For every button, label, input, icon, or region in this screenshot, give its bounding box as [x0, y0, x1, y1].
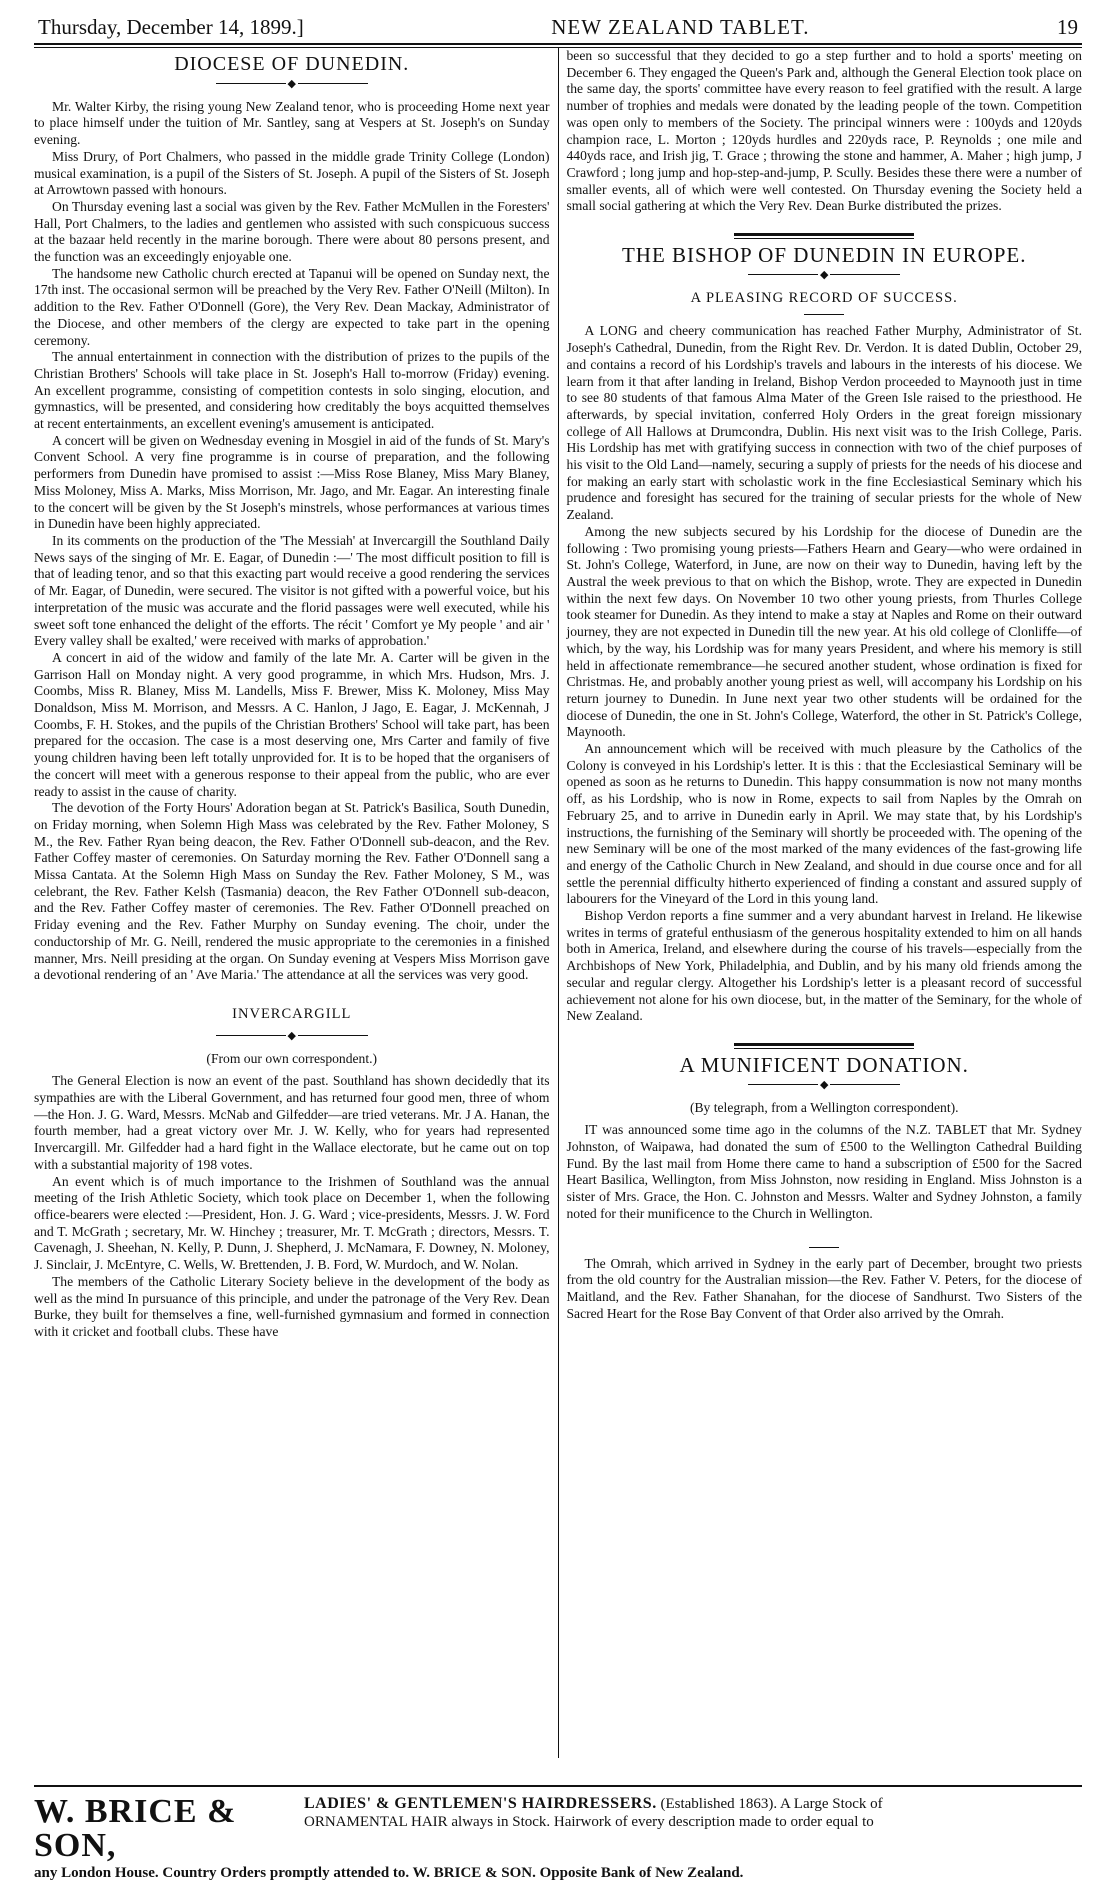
diocese-paragraph: On Thursday evening last a social was given by the Rev. Father McMullen in the Foresters' Hall, Port Chalmers, to the ladies and gentlemen who assisted with such conspicuous success at the bazaar held recently in the marine borough. There were about 80 persons present, and the function was an exceedingly enjoyable one. [34, 198, 550, 265]
issue-date: Thursday, December 14, 1899.] [38, 15, 304, 39]
diocese-paragraph: In its comments on the production of the 'The Messiah' at Invercargill the Southland Daily News says of the singing of Mr. E. Eagar, of Dunedin :—' The most difficult position to fill is that of leading tenor, and so that this exacting part would receive a good rendering the services of Mr. Eagar, of Dunedin, were secured. The visitor is not gifted with a powerful voice, but his interpretation of the music was accurate and the florid passages were well executed, while his sweet soft tone enhanced the delight of the efforts. The récit ' Comfort ye My people ' and air ' Every valley shall be exalted,' were received with marks of approbation.' [34, 532, 550, 649]
columns [34, 48, 1082, 1758]
ornament-divider: ◆ [566, 270, 1082, 280]
right-column [558, 48, 1082, 1758]
bishop-subheading: A PLEASING RECORD OF SUCCESS. [690, 289, 958, 306]
bishop-paragraph: Bishop Verdon reports a fine summer and a very abundant harvest in Ireland. He likewise writes in terms of grateful enthusiasm of the generous hospitality extended to him on all hands both in America, Ireland, and elsewhere during the course of his travels—especially from the Archbishops of New York, Philadelphia, and Dublin, and by his many old friends among the secular and regular clergy. Altogether his Lordship's letter is a pleasant record of successful achievement not alone for his own diocese, but, in the matter of the Seminary, for the whole of New Zealand. [566, 908, 1082, 1024]
masthead [34, 10, 1082, 40]
advert-line-3: any London House. Country Orders promptly attended to. W. BRICE & SON. Opposite Bank of New Zealand. [34, 1865, 744, 1881]
section-bar [734, 1043, 914, 1049]
invercargill-paragraph: The General Election is now an event of the past. Southland has shown decidedly that its sympathies are with the Liberal Government, and has returned four good men, three of whom—the Hon. J. G. Ward, Messrs. McNab and Gilfedder—are tried veterans. Mr. J A. Hanan, the fourth member, had a great victory over Mr. J. W. Kelly, who for years had represented Invercargill. Mr. Gilfedder had a hard fight in the Wallace electorate, but he came out on top with a substantial majority of 198 votes. [34, 1073, 550, 1172]
section-bar [734, 233, 914, 239]
donation-heading: A MUNIFICENT DONATION. [679, 1052, 969, 1077]
diocese-paragraph: The handsome new Catholic church erected at Tapanui will be opened on Sunday next, the 17th inst. The occasional sermon will be preached by the Very Rev. Father O'Neill (Milton). In addition to the Rev. Father O'Donnell (Gore), the Very Rev. Dean Mackay, Administrator of the Diocese, and other members of the clergy are expected to take part in the opening ceremony. [34, 265, 550, 348]
advertisement [34, 1785, 1082, 1882]
bishop-heading: THE BISHOP OF DUNEDIN IN EUROPE. [621, 243, 1027, 268]
left-column [34, 48, 558, 1758]
diocese-paragraph: Miss Drury, of Port Chalmers, who passed in the middle grade Trinity College (London) musical examination, is a pupil of the Sisters of St. Joseph. A pupil of the Sisters of St. Joseph at Arrowtown passed with honours. [34, 148, 550, 198]
invercargill-paragraph: An event which is of much importance to the Irishmen of Southland was the annual meeting of the Irish Athletic Society, which took place on December 1, when the following office-bearers were elected :—President, Hon. J. G. Ward ; vice-presidents, Messrs. J. W. Ford and T. McGrath ; secretary, Mr. W. Hinchey ; treasurer, Mr. T. McGrath ; directors, Messrs. T. Cavenagh, J. Sheehan, N. Kelly, P. Dunn, J. Shepherd, J. McNamara, F. Downey, N. Moloney, J. Sinclair, J. McEntyre, C. Wells, W. Brettenden, J. B. Ford, W. Murdoch, and W. Nolan. [34, 1173, 550, 1273]
invercargill-heading: INVERCARGILL [232, 1005, 352, 1022]
diocese-paragraph: The devotion of the Forty Hours' Adoration began at St. Patrick's Basilica, South Dunedin, on Friday morning, when Solemn High Mass was celebrated by the Rev. Father Moloney, S M., the Rev. Father Ryan being deacon, the Rev. Father O'Donnell sub-deacon, and the Rev. Father Coffey master of ceremonies. On Saturday morning the Rev. Father O'Donnell sang a Missa Cantata. At the Solemn High Mass on Sunday the Rev. Father Moloney, S M., was celebrant, the Rev. Father Kelsh (Tasmania) deacon, the Rev Father O'Donnell sub-deacon, and the Rev. Father Coffey master of ceremonies. The Rev. Father O'Donnell preached on Friday evening and the Rev. Father Murphy on Sunday evening. The choir, under the conductorship of Mr. G. Neill, rendered the music appropriate to the ceremonies in a finished manner, Mrs. Neill presiding at the organ. On Sunday evening at Vespers Miss Morrison gave a devotional rendering of an ' Ave Maria.' The attendance at all the services was very good. [34, 800, 550, 983]
short-rule [804, 314, 844, 315]
bishop-paragraph: Among the new subjects secured by his Lordship for the diocese of Dunedin are the following : Two promising young priests—Fathers Hearn and Geary—who were ordained in St. John's College, Waterford, in June, are now on their way to Dunedin, having left by the Austral the week previous to that on which the Bishop, wrote. They are expected in Dunedin within the next few days. On November 10 two other young priests, from Thurles College took steamer for Dunedin. As they intend to make a stay at Naples and Rome on their outward journey, they are not expected in Dunedin till the new year. At his old college of Clonliffe—of which, by the way, his Lordship was for many years President, and where his memory is still held in affectionate remembrance—he secured another student, whose ordination is fixed for Christmas. He, and probably another young priest as well, will accompany his Lordship on his return journey to Dunedin. In June next year two other students will be ordained for the diocese of Dunedin, the one in St. John's College, Waterford, the other in St. Patrick's College, Maynooth. [566, 523, 1082, 740]
ornament-divider: ◆ [566, 1080, 1082, 1090]
omrah-paragraph: The Omrah, which arrived in Sydney in the early part of December, brought two priests from the old country for the Australian mission—the Rev. Father V. Peters, for the diocese of Maitland, and the Rev. Father Shanahan, for the diocese of Sandhurst. Two Sisters of the Sacred Heart for the Rose Bay Convent of that Order also arrived by the Omrah. [566, 1255, 1082, 1321]
donation-paragraph: IT was announced some time ago in the columns of the N.Z. TABLET that Mr. Sydney Johnston, of Waipawa, had donated the sum of £500 to the Wellington Cathedral Building Fund. By the last mail from Home there came to hand a subscription of £500 for the Sacred Heart Basilica, Wellington, from Miss Johnston, now residing in England. Miss Johnston is a sister of Mrs. Grace, the Hon. C. Johnston and Messrs. Walter and Sydney Johnston, a family noted for their munificence to the Church in Wellington. [566, 1122, 1082, 1221]
ornament-divider: ◆ [34, 79, 550, 89]
bishop-paragraph: A LONG and cheery communication has reached Father Murphy, Administrator of St. Joseph's Cathedral, Dunedin, from the Right Rev. Dr. Verdon. It is dated Dublin, October 29, and contains a record of his Lordship's travels and labours in the interests of his diocese. We learn from it that after landing in Ireland, Bishop Verdon proceeded to Maynooth just in time to see 80 students of that famous Alma Mater of the Green Isle raised to the priesthood. He afterwards, by special invitation, conferred Holy Orders in the great foreign missionary college of All Hallows at Drumcondra, Dublin. His next visit was to the Irish College, Paris. His Lordship has met with gratifying success in connection with two of the chief purposes of his visit to the Old Land—namely, securing a supply of priests for the needs of his diocese and for making an early start with scholastic work in the fine Ecclesiastical Seminary which his prudence and foresight has secured for the training of secular priests for the whole of New Zealand. [566, 323, 1082, 523]
advert-line-1: (Established 1863). A Large Stock of [660, 1796, 883, 1812]
diocese-paragraph: Mr. Walter Kirby, the rising young New Zealand tenor, who is proceeding Home next year to place himself under the tuition of Mr. Santley, sang at Vespers at St. Joseph's on Sunday evening. [34, 98, 550, 148]
invercargill-paragraph: The members of the Catholic Literary Society believe in the development of the body as well as the mind In pursuance of this principle, and under the patronage of the Very Rev. Dean Burke, they built for themselves a fine, well-furnished gymnasium and formed in connection with it cricket and football clubs. These have [34, 1273, 550, 1339]
diocese-heading: DIOCESE OF DUNEDIN. [174, 53, 410, 75]
short-rule [809, 1247, 839, 1248]
diocese-paragraph: A concert will be given on Wednesday evening in Mosgiel in aid of the funds of St. Mary's Convent School. A very fine programme is in course of preparation, and the following performers from Dunedin have promised to assist :—Miss Rose Blaney, Miss Mary Blaney, Miss Moloney, Miss A. Marks, Miss Morrison, Mr. Jago, and Mr. Eagar. An interesting finale to the concert will be given by the St Joseph's minstrels, whose performances at various times in Dunedin have been highly appreciated. [34, 432, 550, 532]
advert-line-2: ORNAMENTAL HAIR always in Stock. Hairwork of every description made to order equal to [304, 1814, 874, 1830]
advert-body [304, 1795, 883, 1831]
advert-headline: LADIES' & GENTLEMEN'S HAIRDRESSERS. [304, 1795, 657, 1812]
newspaper-page [34, 10, 1082, 1881]
diocese-paragraph: The annual entertainment in connection with the distribution of prizes to the pupils of the Christian Brothers' Schools will take place in St. Joseph's Hall to-morrow (Friday) evening. An excellent programme, consisting of competition contests in solo singing, elocution, and gymnastics, will be presented, and considering how creditably the boys acquitted themselves at recent entertainments, an excellent evening's amusement is anticipated. [34, 349, 550, 432]
bishop-paragraph: An announcement which will be received with much pleasure by the Catholics of the Colony is conveyed in his Lordship's letter. It is this : that the Ecclesiastical Seminary will be opened as soon as he returns to Dunedin. This happy consummation is now not many months off, as his Lordship, who is now in Rome, expects to sail from Naples by the Omrah on February 25, and to arrive in Dunedin early in April. We may state that, by his Lordship's instructions, the furnishing of the Seminary will shortly be proceeded with. The opening of the new Seminary will be one of the most marked of the many evidences of the fast-growing life and energy of the Catholic Church in New Zealand, and should in due course once and for all settle the perennial difficulty hitherto experienced of finding a constant and assured supply of labourers for the Vineyard of the Lord in this young land. [566, 741, 1082, 907]
page-number: 19 [1057, 15, 1078, 39]
ornament-divider: ◆ [34, 1031, 550, 1041]
donation-byline: (By telegraph, from a Wellington correspondent). [689, 1099, 959, 1115]
continued-paragraph: been so successful that they decided to go a step further and to hold a sports' meeting on December 6. They engaged the Queen's Park and, although the General Election took place on the same day, the sports' committee have every reason to feel gratified with the result. A large number of trophies and medals were donated by the leading people of the town. Competition was open only to members of the Society. The principal winners were : 100yds and 120yds champion race, L. Morton ; 120yds hurdles and 220yds race, P. Reynolds ; one mile and 440yds race, and Irish jig, T. Grace ; throwing the stone and hammer, A. Maher ; high jump, J Crawford ; long jump and hop-step-and-jump, P. Scully. Besides these there were a number of smaller events, all of which were well contested. On Thursday evening the Society held a small social gathering at which the Very Rev. Dean Burke distributed the prizes. [566, 48, 1082, 214]
invercargill-byline: (From our own correspondent.) [206, 1050, 378, 1066]
paper-title: NEW ZEALAND TABLET. [551, 15, 810, 39]
advert-firm-name: W. BRICE & SON, [34, 1793, 237, 1864]
diocese-paragraph: A concert in aid of the widow and family of the late Mr. A. Carter will be given in the Garrison Hall on Monday night. A very good programme, in which Mrs. Hudson, Mrs. J. Coombs, Miss R. Blaney, Miss M. Landells, Miss F. Brewer, Miss K. Moloney, Miss May Donaldson, Miss M. Morrison, and Messrs. A C. Hanlon, J Jago, E. Eagar, J. McKennah, J Coombs, F. H. Stokes, and the pupils of the Christian Brothers' School will take part, has been prepared for the occasion. The case is a most deserving one, Mrs Carter and family of five young children having been left totally unprovided for. It is to be hoped that the organisers of the concert will meet with a generous response to their appeal from the public, who are ever ready to assist in the cause of charity. [34, 649, 550, 799]
